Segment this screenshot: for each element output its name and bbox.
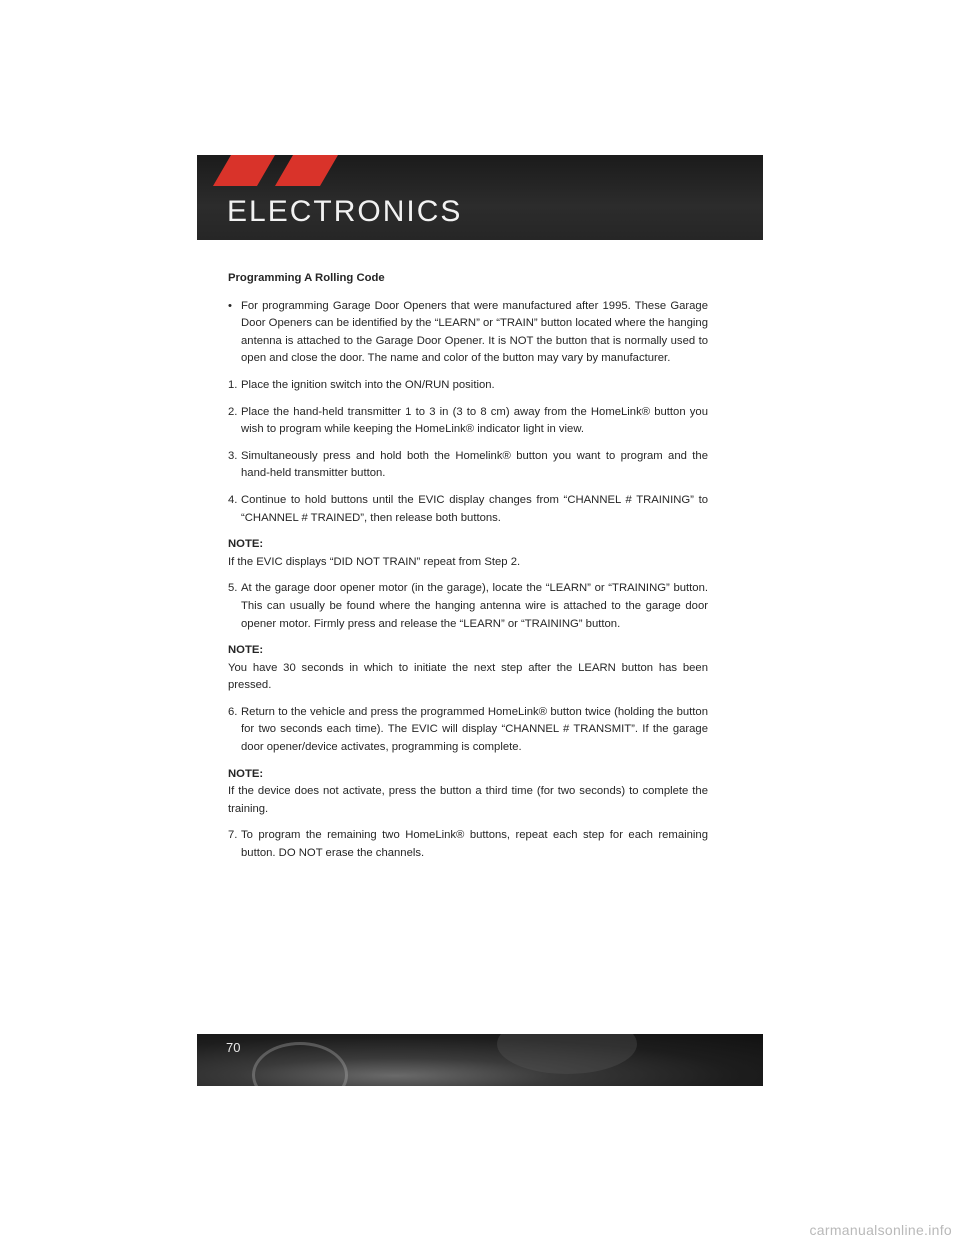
step-item [228,492,708,527]
step-number: 6. [228,705,238,718]
step-text: At the garage door opener motor (in the garage), locate the “LEARN” or “TRAINING” button. This can usually be found where the hanging antenna wire is attached to the garage door opener motor. Firmly press and release the “LEARN” or “TRAINING” button. [241,582,708,630]
note-label: NOTE: [228,767,264,780]
header-stripes [213,155,338,186]
step-item [228,448,708,483]
step-number: 4. [228,493,238,506]
step-text: Place the ignition switch into the ON/RUN position. [241,378,495,391]
watermark: carmanualsonline.info [809,1222,952,1238]
step-text: Return to the vehicle and press the programmed HomeLink® button twice (holding the button for two seconds each time). The EVIC will display “CHANNEL # TRANSMIT”. If the garage door opener/device activates, programming is complete. [241,705,708,754]
step-item [228,377,708,395]
step-number: 5. [228,582,238,595]
note-text: You have 30 seconds in which to initiate the next step after the LEARN button has been pressed. [228,661,708,692]
section-header [197,155,763,240]
step-item [228,827,708,862]
stripe-1 [213,155,275,186]
section-title: ELECTRONICS [227,195,463,228]
step-number: 7. [228,829,238,842]
page-content [228,270,708,872]
step-item [228,580,708,633]
bullet-marker: • [228,299,232,312]
step-number: 3. [228,449,238,462]
step-number: 2. [228,405,238,418]
step-text: Continue to hold buttons until the EVIC display changes from “CHANNEL # TRAINING” to “CHANNEL # TRAINED”, then release both buttons. [241,493,708,524]
note-text: If the EVIC displays “DID NOT TRAIN” repeat from Step 2. [228,555,521,568]
note-text: If the device does not activate, press the button a third time (for two seconds) to complete the training. [228,785,708,815]
bullet-text: For programming Garage Door Openers that were manufactured after 1995. These Garage Door Openers can be identified by the “LEARN” or “TRAIN” button located where the hanging antenna is attached to the Garage Door Opener. It is NOT the button that is normally used to open and close the door. The name and color of the button may vary by manufacturer. [241,299,708,365]
page-footer [197,1034,763,1086]
note-label: NOTE: [228,644,264,657]
footer-decor-shadow [497,1034,637,1074]
bullet-item [228,298,708,368]
step-item [228,704,708,757]
step-text: Simultaneously press and hold both the Homelink® button you want to program and the hand-held transmitter button. [241,449,708,480]
note-label: NOTE: [228,538,264,551]
page-number: 70 [226,1040,241,1055]
step-text: To program the remaining two HomeLink® buttons, repeat each step for each remaining button. DO NOT erase the channels. [241,829,708,860]
content-heading: Programming A Rolling Code [228,272,385,284]
footer-decor-ring [252,1042,348,1086]
step-number: 1. [228,378,238,391]
stripe-2 [275,155,338,186]
step-text: Place the hand-held transmitter 1 to 3 in (3 to 8 cm) away from the HomeLink® button you wish to program while keeping the HomeLink® indicator light in view. [241,405,708,436]
step-item [228,404,708,439]
